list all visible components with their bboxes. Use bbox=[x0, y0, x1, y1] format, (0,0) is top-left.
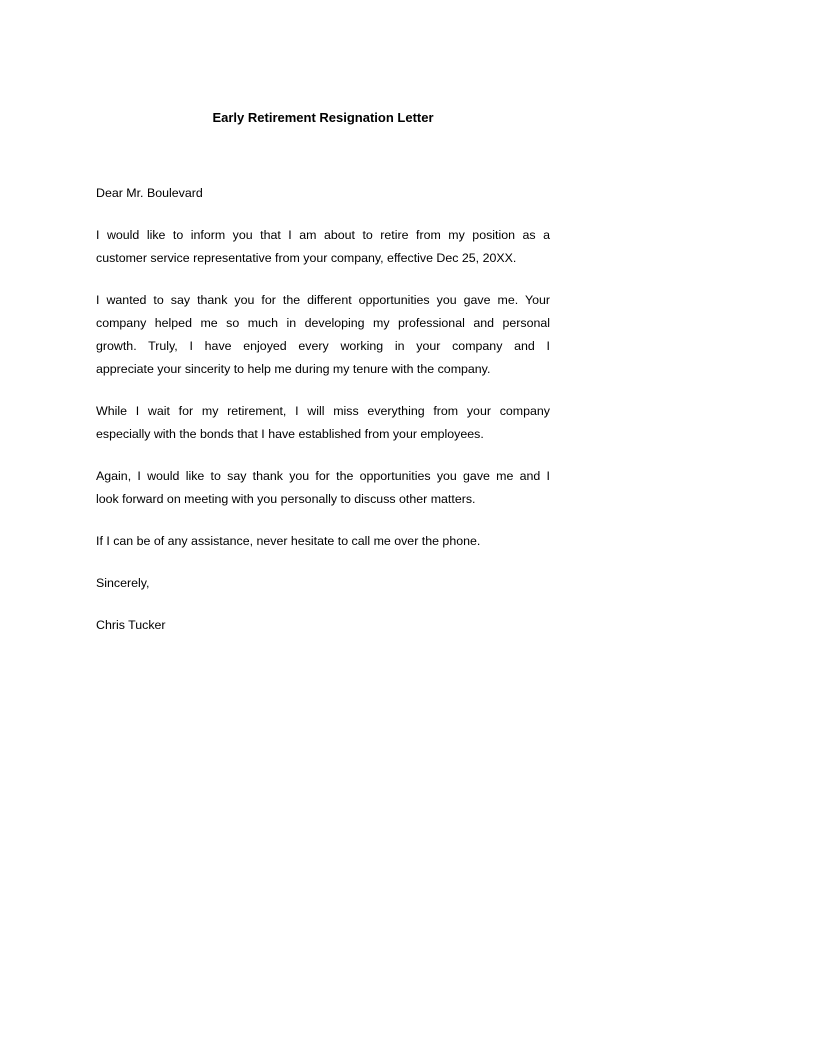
paragraph-line: I wanted to say thank you for the different opportunities you gave me. Your bbox=[96, 293, 550, 307]
paragraph-line: company helped me so much in developing my professional and personal bbox=[96, 316, 550, 330]
signature: Chris Tucker bbox=[96, 618, 166, 632]
salutation: Dear Mr. Boulevard bbox=[96, 186, 203, 200]
paragraph-line: I would like to inform you that I am about to retire from my position as a bbox=[96, 228, 550, 242]
paragraph-line: especially with the bonds that I have established from your employees. bbox=[96, 427, 484, 441]
paragraph-line: customer service representative from your company, effective Dec 25, 20XX. bbox=[96, 251, 517, 265]
paragraph-line: Again, I would like to say thank you for the opportunities you gave me and I bbox=[96, 469, 550, 483]
letter-body bbox=[96, 182, 550, 656]
letter-title: Early Retirement Resignation Letter bbox=[212, 110, 434, 125]
paragraph-line: appreciate your sincerity to help me during my tenure with the company. bbox=[96, 362, 491, 376]
paragraph-line: If I can be of any assistance, never hesitate to call me over the phone. bbox=[96, 534, 481, 548]
paragraph-line: While I wait for my retirement, I will miss everything from your company bbox=[96, 404, 550, 418]
paragraph-3 bbox=[96, 400, 550, 446]
paragraph-2 bbox=[96, 289, 550, 381]
paragraph-1 bbox=[96, 224, 550, 270]
paragraph-5 bbox=[96, 530, 550, 553]
paragraph-line: growth. Truly, I have enjoyed every working in your company and I bbox=[96, 339, 550, 353]
paragraph-line: look forward on meeting with you personally to discuss other matters. bbox=[96, 492, 476, 506]
closing: Sincerely, bbox=[96, 576, 150, 590]
paragraph-4 bbox=[96, 465, 550, 511]
